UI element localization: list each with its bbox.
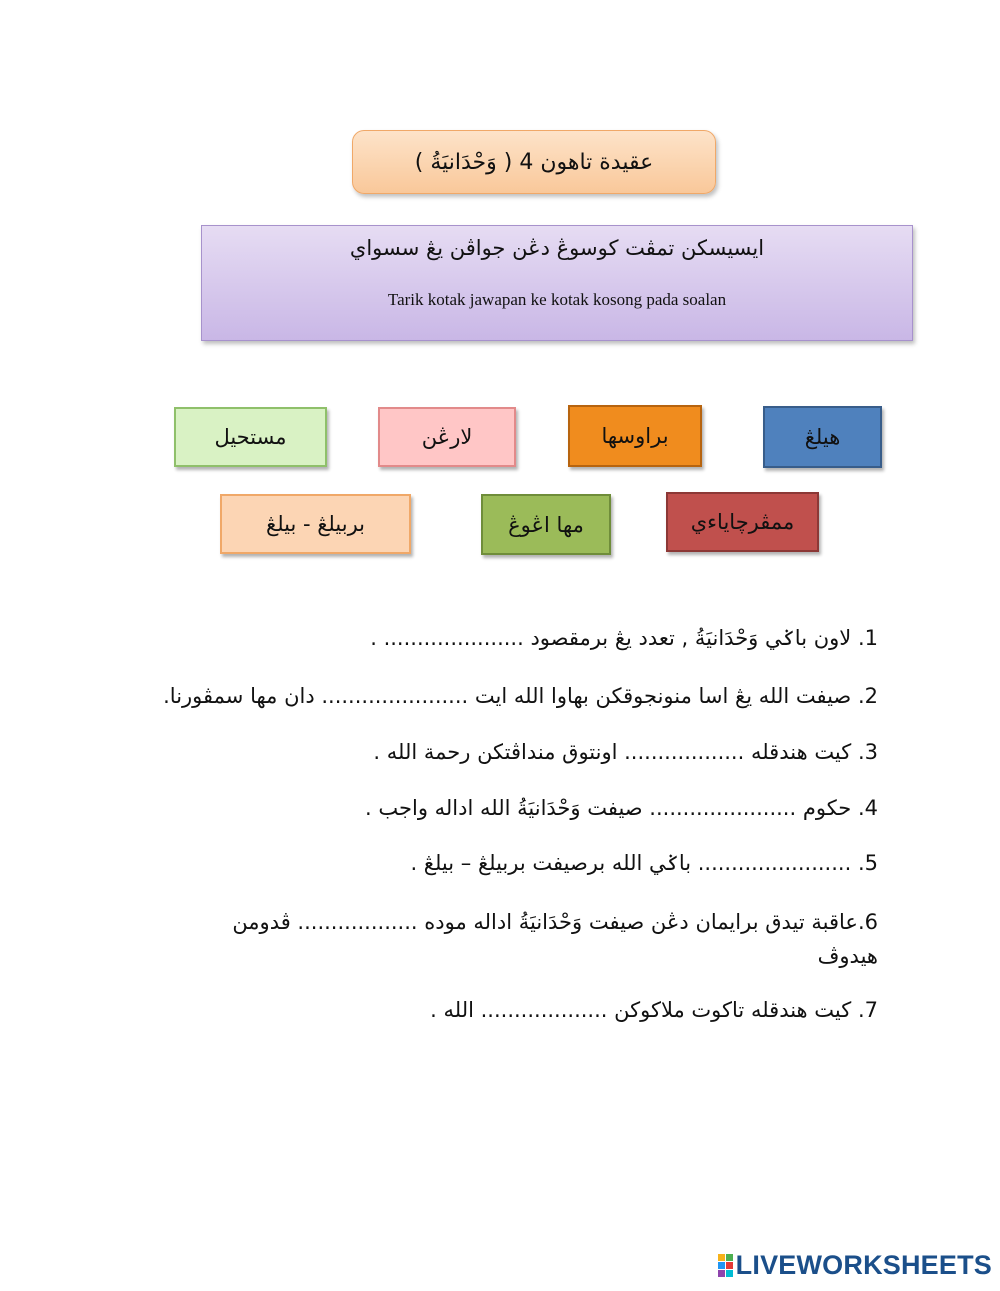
instruction-box xyxy=(201,225,913,341)
instruction-english: Tarik kotak jawapan ke kotak kosong pada soalan xyxy=(387,290,727,309)
question-3: 3. کيت هندقله .................. اونتوق منداڤتکن رحمة الله . xyxy=(373,740,878,764)
worksheet-title xyxy=(352,130,716,194)
instruction-arabic: ايسيسکن تمڤت کوسوڠ دڠن جواڤن يڠ سسواي xyxy=(349,236,765,260)
answer-option-berbilang[interactable] xyxy=(220,494,411,554)
answer-option-larangan[interactable] xyxy=(378,407,516,467)
worksheet-title-text: عقيدة تاهون 4 ( وَحْدَانيَةُ ) xyxy=(414,149,654,175)
answer-option-label: لارڠن xyxy=(421,425,473,449)
answer-option-label: ممڤرچاياءي xyxy=(690,510,795,534)
question-5: 5. ....................... باݢي الله برصيفت بربيلڠ – بيلڠ . xyxy=(410,851,878,875)
question-1: 1. لاون باݢي وَحْدَانيَةُ , تعدد يڠ برمقصود ..................... . xyxy=(370,626,878,650)
question-4: 4. حکوم ...................... صيفت وَحْدَانيَةُ الله اداله واجب . xyxy=(365,796,878,820)
answer-option-berkuasa[interactable] xyxy=(568,405,702,467)
answer-option-hilang[interactable] xyxy=(763,406,882,468)
liveworksheets-brand-text: LIVEWORKSHEETS xyxy=(735,1250,992,1280)
answer-option-maha-agung[interactable] xyxy=(481,494,611,555)
answer-option-label: بربيلڠ - بيلڠ xyxy=(266,512,365,536)
answer-option-mempercayai[interactable] xyxy=(666,492,819,552)
logo-squares-icon xyxy=(718,1254,733,1277)
answer-option-label: هيلڠ xyxy=(804,425,841,449)
answer-option-mustahil[interactable] xyxy=(174,407,327,467)
liveworksheets-logo xyxy=(718,1250,992,1281)
question-2: 2. صيفت الله يڠ اسا منونجوقکن بهاوا الله ايت ...................... دان مها سمڤورنا. xyxy=(163,684,878,708)
answer-option-label: مها اڠوڠ xyxy=(508,512,584,537)
answer-option-label: مستحيل xyxy=(214,425,287,449)
answer-option-label: براوسها xyxy=(601,424,669,448)
question-6: 6.عاقبة تيدق برايمان دڠن صيفت وَحْدَانيَةُ اداله موده .................. ڤدومن هيدوڤ xyxy=(232,910,878,968)
question-7: 7. کيت هندقله تاکوت ملاکوکن ................... الله . xyxy=(430,998,878,1022)
